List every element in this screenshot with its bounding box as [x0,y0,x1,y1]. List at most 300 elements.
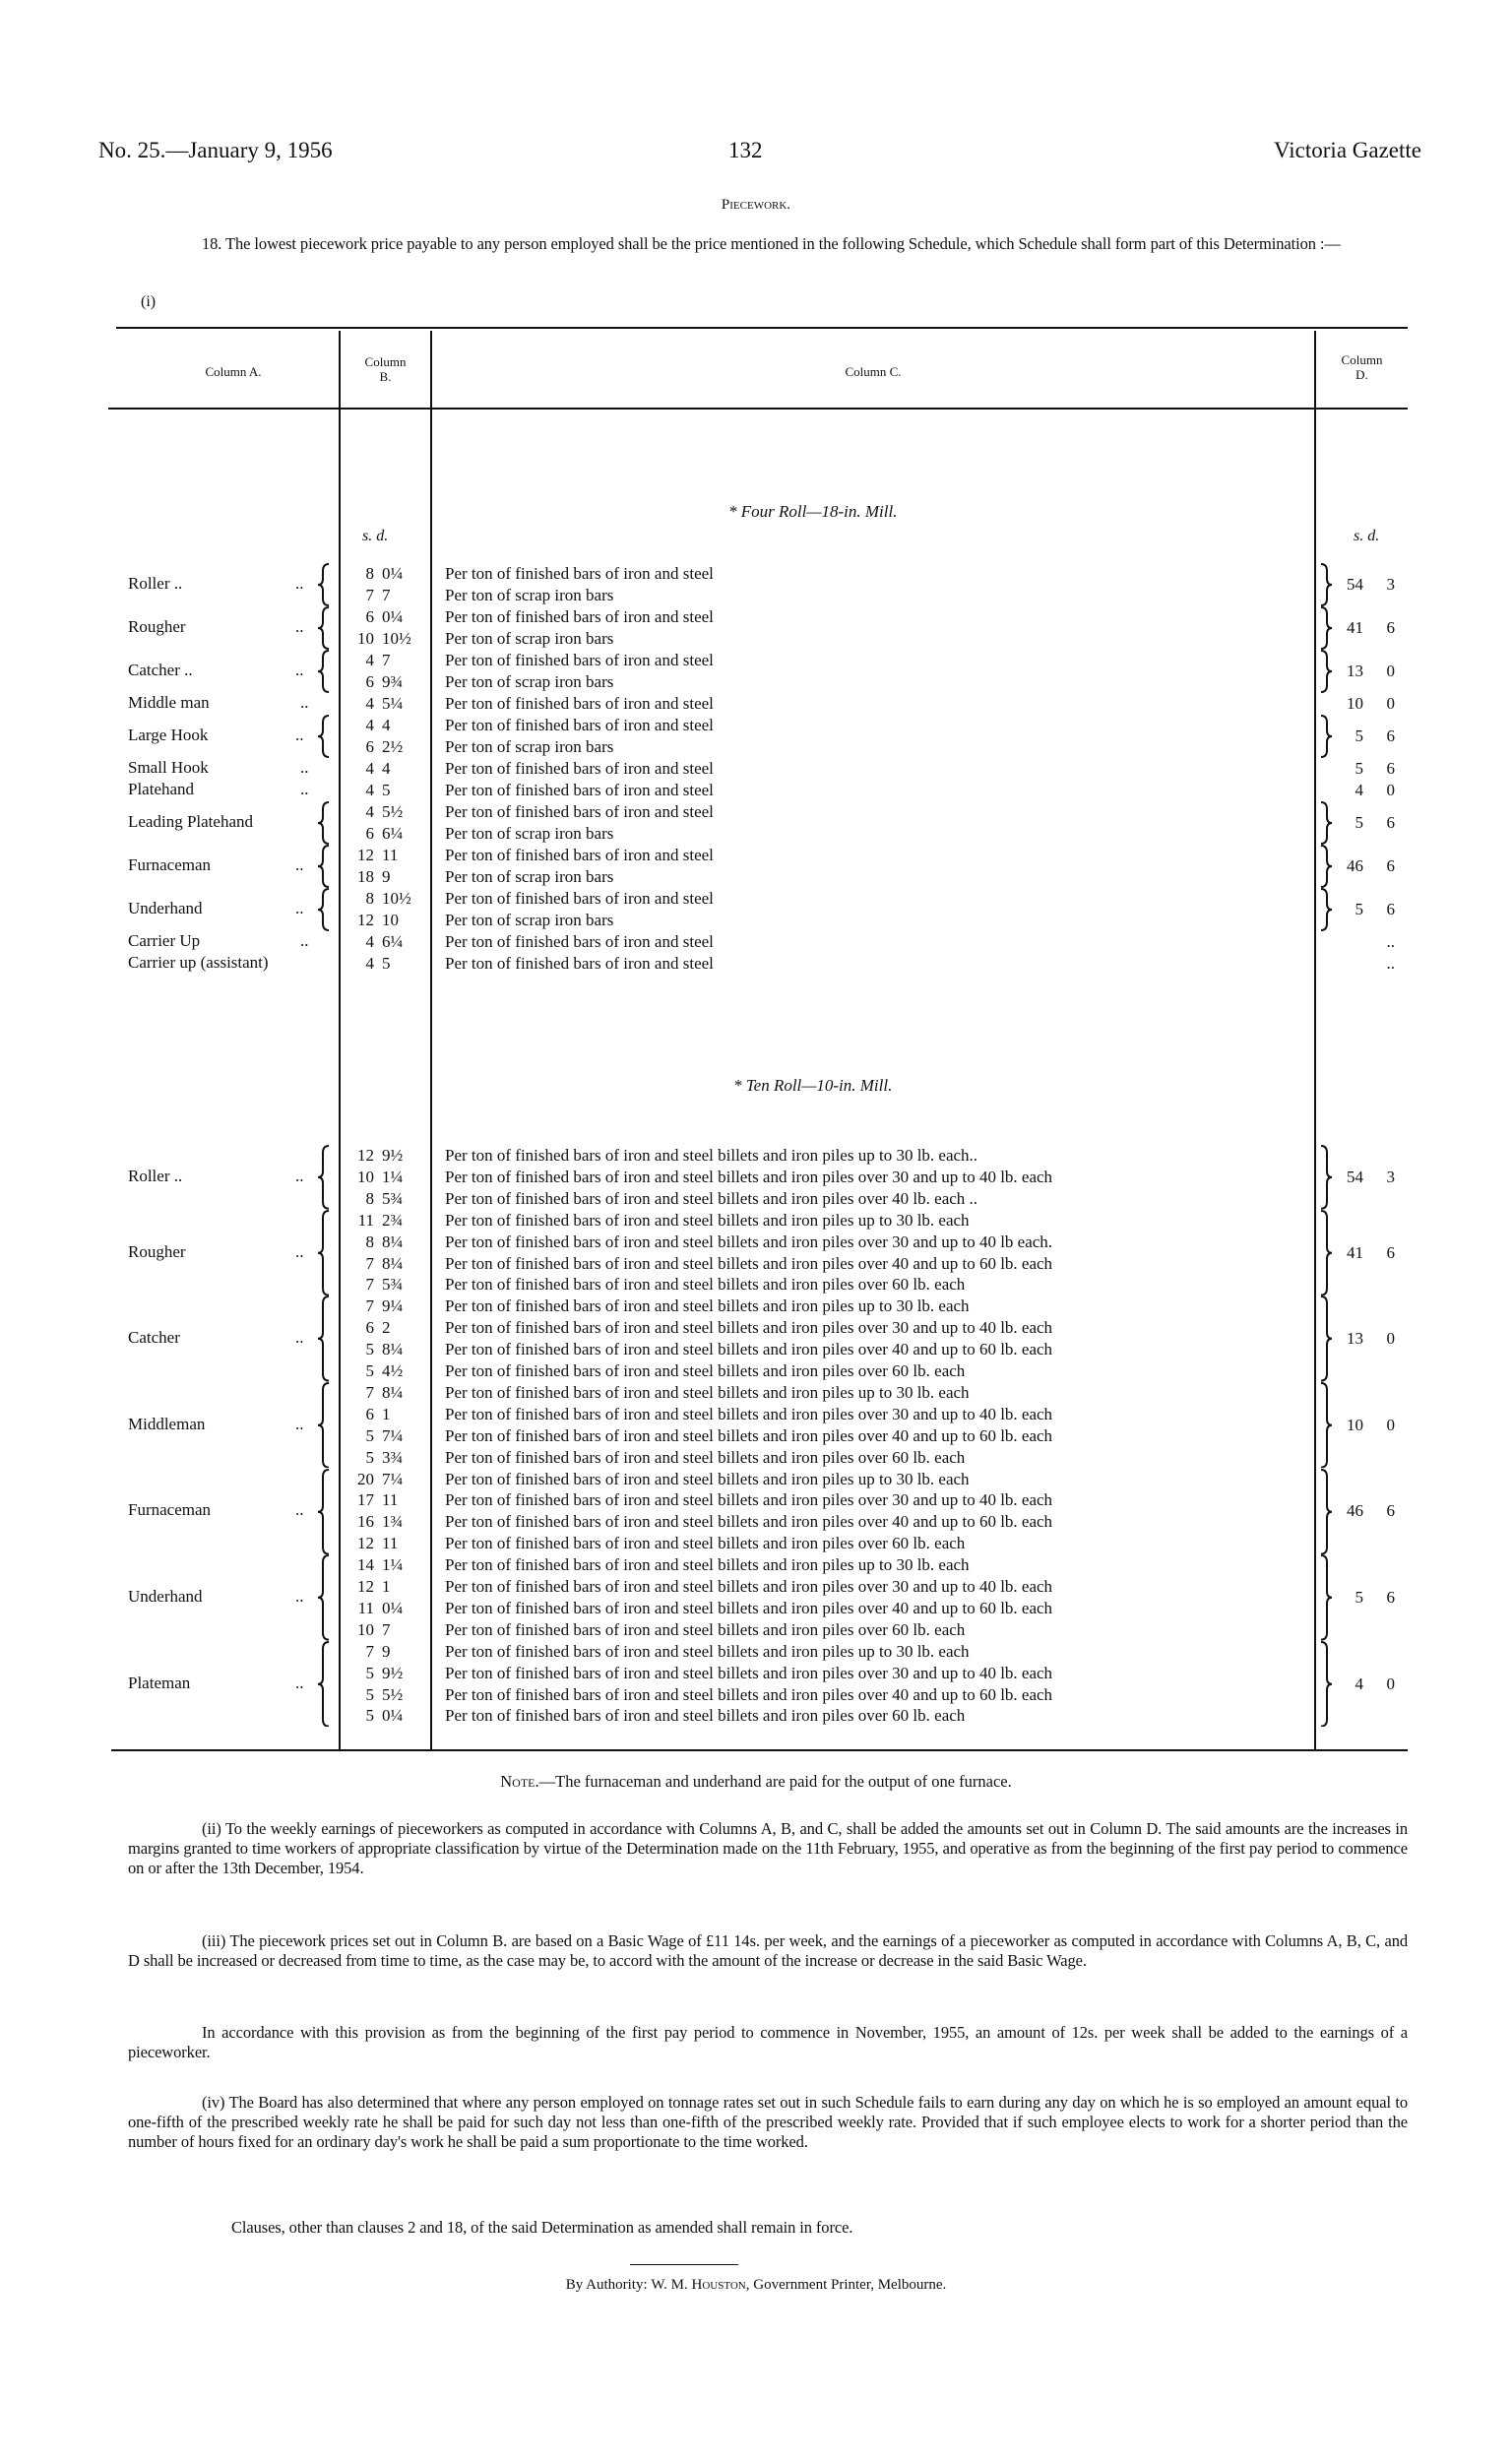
price-pence: 5¾ [382,1275,404,1295]
ten-roll-title: * Ten Roll—10-in. Mill. [733,1076,893,1095]
column-c-description: Per ton of finished bars of iron and steel billets and iron piles over 40 and up to 60 lb. each [445,1425,1053,1445]
column-b-price [345,736,433,758]
price-pence: 5¼ [382,694,404,713]
column-d-amount [1334,855,1413,877]
price-pence: 11 [382,1490,399,1510]
price-shillings: 6 [365,1404,374,1423]
footer-rule [630,2264,738,2265]
column-c-description: Per ton of finished bars of iron and steel [445,716,714,734]
price-pence: 1 [382,1404,391,1423]
column-c-description: Per ton of finished bars of iron and steel [445,564,714,583]
leader-dots: .. [300,780,309,798]
price-shillings: 5 [365,1340,374,1359]
column-b-price [345,1469,433,1490]
column-d-amount [1334,1242,1413,1264]
column-c-description: Per ton of scrap iron bars [445,737,614,756]
printer-credit [0,2277,1512,2294]
amount-pence: 0 [1386,662,1395,680]
column-d-amount [1334,1167,1413,1188]
column-b-price [345,888,433,910]
column-c-description: Per ton of finished bars of iron and steel [445,932,714,951]
column-b-price [345,866,433,888]
printer-name: W. M. Houston [651,2277,746,2293]
column-c-description: Per ton of finished bars of iron and steel billets and iron piles over 40 lb. each .. [445,1188,978,1208]
paragraph-ii: (ii) To the weekly earnings of pieceworkers as computed in accordance with Columns A, B, and C, shall be added the amounts set out in Column D. The said amounts are the increases in margins granted to time workers of appropriate classification by virtue of the Determination made on the 11th February, 1955, and operative as from the beginning of the first pay period to commence on or after the 13th December, 1954. [128,1819,1408,1877]
amount-shillings: 46 [1347,1501,1363,1521]
column-c-description: Per ton of finished bars of iron and steel [445,607,714,626]
leader-dots: .. [295,899,304,917]
left-brace-icon [317,801,331,849]
column-c-description: Per ton of finished bars of iron and steel billets and iron piles over 40 and up to 60 lb. each [445,1340,1053,1359]
column-b-price [345,1705,433,1727]
column-d-amount [1334,1415,1413,1436]
job-name: Roller .. [128,1166,183,1185]
amount-pence: 6 [1386,618,1395,637]
amount-pence: 6 [1386,900,1395,918]
amount-pence: 0 [1386,781,1395,799]
column-b-header-line1: Column [364,354,407,369]
right-brace-icon [1319,845,1333,892]
price-pence: 10½ [382,629,411,648]
column-d-unit: s. d. [1354,528,1380,544]
column-c-description: Per ton of finished bars of iron and steel billets and iron piles up to 30 lb. each [445,1555,970,1575]
column-c-description: Per ton of finished bars of iron and steel billets and iron piles up to 30 lb. each [445,1641,970,1661]
right-brace-icon [1319,1382,1333,1473]
price-pence: 2½ [382,737,404,756]
price-pence: 5½ [382,1684,404,1704]
column-c-description: Per ton of finished bars of iron and steel billets and iron piles up to 30 lb. each [445,1210,970,1230]
price-pence: 8¼ [382,1340,404,1359]
amount-shillings: 5 [1354,727,1363,745]
column-c-description: Per ton of finished bars of iron and steel billets and iron piles over 60 lb. each [445,1534,966,1553]
price-shillings: 6 [365,824,374,843]
column-b-price [345,1684,433,1706]
column-b-price [345,1554,433,1576]
column-b-price [345,931,433,953]
table-note [0,1772,1512,1792]
amount-shillings: 5 [1354,813,1363,832]
price-pence: 7 [382,651,391,669]
price-shillings: 14 [357,1555,374,1575]
right-brace-icon [1319,1641,1333,1732]
price-shillings: 6 [365,607,374,626]
price-pence: 7¼ [382,1425,404,1445]
job-name: Middleman [128,1414,206,1433]
column-b-price [345,628,433,650]
column-c-description: Per ton of finished bars of iron and steel billets and iron piles over 30 and up to 40 lb. each [445,1577,1053,1596]
amount-pence: 6 [1386,813,1395,832]
left-brace-icon [317,845,331,892]
printer-credit-suffix: , Government Printer, Melbourne. [745,2277,947,2293]
column-d-amount [1334,617,1413,639]
column-d-amount [1334,780,1413,801]
amount-shillings: 41 [1347,618,1363,637]
column-d-amount [1334,1328,1413,1350]
column-c-description: Per ton of scrap iron bars [445,672,614,691]
price-shillings: 10 [357,629,374,648]
amount-pence: 0 [1386,1674,1395,1693]
four-roll-title: * Four Roll—18-in. Mill. [728,502,898,521]
price-shillings: 7 [365,1641,374,1661]
leader-dots: .. [295,1673,304,1692]
price-shillings: 18 [357,867,374,886]
column-d-amount [1334,574,1413,596]
column-b-price [345,780,433,801]
price-pence: 9¼ [382,1296,404,1316]
price-pence: 4 [382,759,391,778]
amount-shillings: 54 [1347,1167,1363,1186]
price-pence: 9 [382,1641,391,1661]
column-c-description: Per ton of finished bars of iron and steel [445,846,714,864]
left-brace-icon [317,1554,331,1645]
amount-pence: .. [1386,932,1395,951]
price-pence: 11 [382,1534,399,1553]
column-b-price [345,1511,433,1533]
column-b-price [345,563,433,585]
leader-dots: .. [295,617,304,636]
price-pence: 4½ [382,1361,404,1380]
column-b-price [345,1598,433,1619]
column-b-unit: s. d. [362,528,389,544]
job-name: Catcher .. [128,661,193,679]
price-shillings: 4 [365,781,374,799]
subsection-label: (i) [141,293,157,310]
price-pence: 6¼ [382,932,404,951]
amount-pence: 0 [1386,1329,1395,1349]
column-b-price [345,1188,433,1210]
column-d-header-line1: Column [1341,352,1383,367]
column-a-header: Column A. [205,364,262,379]
column-d-amount [1334,953,1413,975]
leader-dots: .. [295,1586,304,1606]
price-shillings: 7 [365,1296,374,1316]
price-shillings: 8 [365,564,374,583]
column-c-description: Per ton of finished bars of iron and steel billets and iron piles over 40 and up to 60 lb. each [445,1598,1053,1617]
right-brace-icon [1319,606,1333,654]
job-name: Large Hook [128,726,209,744]
amount-shillings: 13 [1347,1329,1363,1349]
job-name: Platehand [128,780,195,798]
right-brace-icon [1319,1469,1333,1559]
amount-pence: 6 [1386,1501,1395,1521]
column-b-price [345,1663,433,1684]
price-shillings: 5 [365,1447,374,1467]
price-pence: 8¼ [382,1253,404,1273]
price-shillings: 20 [357,1469,374,1488]
column-d-amount [1334,899,1413,920]
column-c-description: Per ton of finished bars of iron and steel billets and iron piles up to 30 lb. each.. [445,1146,978,1165]
price-shillings: 6 [365,737,374,756]
right-brace-icon [1319,650,1333,697]
amount-pence: 3 [1386,575,1395,594]
column-d-amount [1334,758,1413,780]
amount-shillings: 5 [1354,900,1363,918]
column-c-description: Per ton of finished bars of iron and steel billets and iron piles over 30 and up to 40 lb. each [445,1167,1053,1186]
column-b-price [345,585,433,606]
price-pence: 2 [382,1318,391,1338]
left-brace-icon [317,715,331,762]
price-shillings: 17 [357,1490,374,1510]
price-shillings: 6 [365,1318,374,1338]
left-brace-icon [317,1295,331,1386]
column-d-amount [1334,1587,1413,1609]
price-shillings: 11 [357,1210,374,1230]
price-pence: 10½ [382,889,411,908]
amount-shillings: 4 [1354,781,1363,799]
left-brace-icon [317,606,331,654]
column-b-price [345,1274,433,1295]
column-b-price [345,1167,433,1188]
column-c-description: Per ton of finished bars of iron and steel billets and iron piles over 30 and up to 40 lb. each [445,1663,1053,1682]
amount-pence: 6 [1386,1242,1395,1262]
price-pence: 0¼ [382,607,404,626]
right-brace-icon [1319,801,1333,849]
price-pence: 0¼ [382,1598,404,1617]
column-b-price [345,1533,433,1554]
leader-dots: .. [295,855,304,874]
column-c-description: Per ton of finished bars of iron and steel billets and iron piles over 60 lb. each [445,1361,966,1380]
price-pence: 11 [382,846,399,864]
column-c-description: Per ton of scrap iron bars [445,629,614,648]
price-shillings: 4 [365,932,374,951]
price-pence: 1 [382,1577,391,1596]
job-name: Carrier Up [128,931,201,950]
price-shillings: 5 [365,1684,374,1704]
right-brace-icon [1319,1295,1333,1386]
price-pence: 0¼ [382,564,404,583]
price-pence: 10 [382,911,399,929]
column-c-description: Per ton of finished bars of iron and steel billets and iron piles up to 30 lb. each [445,1382,970,1402]
price-shillings: 12 [357,1146,374,1165]
price-pence: 5½ [382,802,404,821]
column-d-header [1316,352,1408,382]
left-brace-icon [317,563,331,610]
column-b-price [345,1447,433,1469]
column-c-description: Per ton of finished bars of iron and steel [445,954,714,973]
leader-dots: .. [295,1500,304,1520]
price-pence: 8¼ [382,1382,404,1402]
job-name: Carrier up (assistant) [128,953,269,972]
printer-credit-prefix: By Authority: [565,2277,652,2293]
column-c-description: Per ton of finished bars of iron and steel [445,889,714,908]
job-name: Furnaceman [128,1500,212,1520]
left-brace-icon [317,1145,331,1214]
column-c-description: Per ton of finished bars of iron and steel billets and iron piles over 30 and up to 40 lb. each [445,1318,1053,1338]
price-shillings: 16 [357,1512,374,1532]
column-b-price [345,1489,433,1511]
column-c-description: Per ton of finished bars of iron and steel billets and iron piles over 40 and up to 60 lb. each [445,1253,1053,1273]
price-pence: 1¼ [382,1167,404,1186]
column-b-price [345,1382,433,1404]
price-pence: 8¼ [382,1232,404,1251]
column-b-price [345,1360,433,1382]
column-d-amount [1334,1674,1413,1695]
paragraph-iii: (iii) The piecework prices set out in Column B. are based on a Basic Wage of £11 14s. per week, and the earnings of a pieceworker as computed in accordance with Columns A, B, C, and D shall be increased or decreased from time to time, as the case may be, to accord with the amount of the increase or decrease in the said Basic Wage. [128,1931,1408,1970]
job-name: Rougher [128,1241,186,1261]
leader-dots: .. [295,1328,304,1348]
job-name: Rougher [128,617,186,636]
job-name: Leading Platehand [128,812,253,831]
amount-pence: 0 [1386,1415,1395,1434]
job-name: Catcher [128,1328,180,1348]
price-pence: 6¼ [382,824,404,843]
column-b-header [341,354,430,384]
col-divider-cd [1314,331,1316,1749]
paragraph-clauses: Clauses, other than clauses 2 and 18, of the said Determination as amended shall remain in force. [231,2218,853,2237]
column-b-price [345,845,433,866]
price-pence: 9½ [382,1663,404,1682]
right-brace-icon [1319,1210,1333,1300]
amount-pence: 6 [1386,727,1395,745]
price-pence: 5 [382,954,391,973]
column-c-description: Per ton of finished bars of iron and steel [445,651,714,669]
page-number: 132 [728,138,763,162]
column-b-price [345,1425,433,1447]
column-c-description: Per ton of finished bars of iron and steel billets and iron piles up to 30 lb. each [445,1296,970,1316]
column-c-description: Per ton of finished bars of iron and steel [445,781,714,799]
price-shillings: 12 [357,1534,374,1553]
leader-dots: .. [295,1166,304,1185]
table-top-rule [116,327,1408,329]
left-brace-icon [317,1210,331,1300]
leader-dots: .. [295,1241,304,1261]
amount-shillings: 13 [1347,662,1363,680]
price-shillings: 7 [365,586,374,604]
right-brace-icon [1319,715,1333,762]
right-brace-icon [1319,1145,1333,1214]
column-c-description: Per ton of finished bars of iron and steel billets and iron piles over 40 and up to 60 lb. each [445,1512,1053,1532]
job-name: Underhand [128,1586,203,1606]
leader-dots: .. [295,574,304,593]
amount-shillings: 5 [1354,1587,1363,1607]
price-shillings: 7 [365,1382,374,1402]
column-b-price [345,758,433,780]
job-name: Roller .. [128,574,183,593]
job-name: Small Hook [128,758,209,777]
note-text: —The furnaceman and underhand are paid for the output of one furnace. [538,1772,1012,1791]
column-c-header: Column C. [845,364,902,379]
column-c-description: Per ton of finished bars of iron and steel [445,802,714,821]
column-b-price [345,671,433,693]
left-brace-icon [317,1382,331,1473]
column-b-price [345,693,433,715]
price-shillings: 10 [357,1167,374,1186]
job-name: Middle man [128,693,210,712]
table-header-rule [108,408,1408,410]
leader-dots: .. [300,758,309,777]
column-b-price [345,1404,433,1425]
price-shillings: 4 [365,954,374,973]
job-name: Furnaceman [128,855,212,874]
price-shillings: 4 [365,716,374,734]
price-shillings: 10 [357,1619,374,1639]
price-shillings: 5 [365,1425,374,1445]
job-name: Underhand [128,899,203,917]
column-c-description: Per ton of finished bars of iron and steel [445,759,714,778]
amount-shillings: 10 [1347,694,1363,713]
price-shillings: 4 [365,694,374,713]
price-shillings: 12 [357,1577,374,1596]
column-c-description: Per ton of scrap iron bars [445,586,614,604]
amount-pence: 6 [1386,856,1395,875]
column-c-description: Per ton of scrap iron bars [445,911,614,929]
column-b-price [345,1253,433,1275]
column-c-description: Per ton of finished bars of iron and steel billets and iron piles over 60 lb. each [445,1706,966,1726]
price-shillings: 6 [365,672,374,691]
left-brace-icon [317,888,331,935]
price-shillings: 7 [365,1275,374,1295]
column-d-amount [1334,693,1413,715]
price-shillings: 8 [365,1232,374,1251]
right-brace-icon [1319,563,1333,610]
section-heading: Piecework. [721,197,791,213]
column-b-price [345,1576,433,1598]
price-shillings: 12 [357,911,374,929]
column-b-price [345,715,433,736]
note-label: Note. [500,1772,539,1791]
price-shillings: 5 [365,1361,374,1380]
column-d-header-line2: D. [1355,367,1368,382]
publication-title: Victoria Gazette [1274,138,1421,162]
column-d-amount [1334,1500,1413,1522]
job-name: Plateman [128,1673,191,1692]
left-brace-icon [317,650,331,697]
price-shillings: 11 [357,1598,374,1617]
leader-dots: .. [295,1414,304,1433]
amount-pence: 6 [1386,759,1395,778]
price-pence: 1¾ [382,1512,404,1532]
price-pence: 4 [382,716,391,734]
amount-shillings: 41 [1347,1242,1363,1262]
column-b-price [345,1641,433,1663]
column-c-description: Per ton of finished bars of iron and steel billets and iron piles over 30 and up to 40 lb each. [445,1232,1053,1251]
right-brace-icon [1319,888,1333,935]
column-c-description: Per ton of finished bars of iron and steel [445,694,714,713]
column-d-amount [1334,931,1413,953]
price-shillings: 4 [365,759,374,778]
column-c-description: Per ton of scrap iron bars [445,824,614,843]
price-pence: 5 [382,781,391,799]
amount-shillings: 46 [1347,856,1363,875]
price-pence: 7 [382,1619,391,1639]
column-c-description: Per ton of finished bars of iron and steel billets and iron piles over 60 lb. each [445,1275,966,1295]
column-c-description: Per ton of finished bars of iron and steel billets and iron piles over 60 lb. each [445,1447,966,1467]
column-d-amount [1334,812,1413,834]
price-shillings: 7 [365,1253,374,1273]
price-shillings: 12 [357,846,374,864]
price-pence: 9¾ [382,672,404,691]
column-c-description: Per ton of finished bars of iron and steel billets and iron piles over 40 and up to 60 lb. each [445,1684,1053,1704]
right-brace-icon [1319,1554,1333,1645]
intro-paragraph: 18. The lowest piecework price payable to any person employed shall be the price mentioned in the following Schedule, which Schedule shall form part of this Determination :— [202,234,1341,253]
price-shillings: 4 [365,802,374,821]
leader-dots: .. [300,931,309,950]
amount-pence: 6 [1386,1587,1395,1607]
price-shillings: 5 [365,1706,374,1726]
column-d-amount [1334,726,1413,747]
left-brace-icon [317,1469,331,1559]
issue-date: No. 25.—January 9, 1956 [98,138,333,162]
price-pence: 1¼ [382,1555,404,1575]
price-shillings: 5 [365,1663,374,1682]
column-c-description: Per ton of scrap iron bars [445,867,614,886]
price-pence: 9 [382,867,391,886]
column-c-description: Per ton of finished bars of iron and steel billets and iron piles over 60 lb. each [445,1619,966,1639]
price-pence: 3¾ [382,1447,404,1467]
column-b-price [345,1339,433,1360]
paragraph-accordance: In accordance with this provision as from the beginning of the first pay period to commence in November, 1955, an amount of 12s. per week shall be added to the earnings of a pieceworker. [128,2023,1408,2061]
amount-shillings: 54 [1347,575,1363,594]
